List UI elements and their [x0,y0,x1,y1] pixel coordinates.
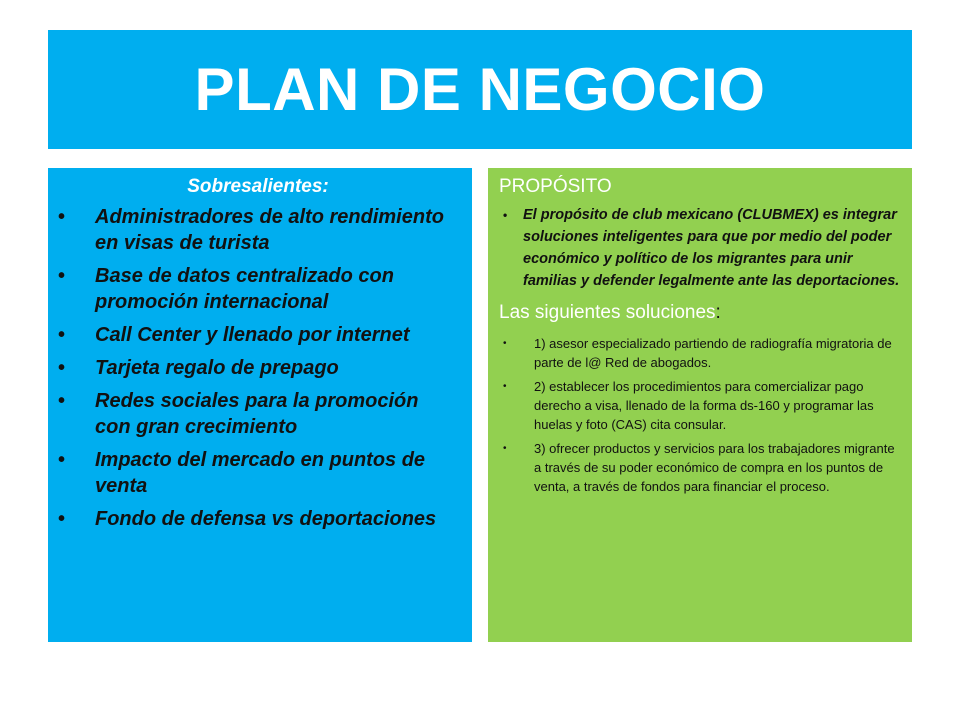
bullet-icon: • [503,338,507,349]
list-item: • Tarjeta regalo de prepago [58,357,339,379]
solutions-heading: Las siguientes soluciones: [499,302,721,323]
page-title: PLAN DE NEGOCIO [194,56,766,123]
bullet-icon: • [58,324,66,346]
bullet-icon: • [58,206,66,228]
list-item: • Redes sociales para la promoción con gran crecimiento [58,390,419,438]
title-bar [48,30,912,149]
bullet-icon: • [58,449,66,471]
list-item: • Base de datos centralizado con promoción internacional [58,265,394,313]
highlights-heading: Sobresalientes: [187,176,329,197]
purpose-heading: PROPÓSITO [499,176,612,197]
list-item: • Fondo de defensa vs deportaciones [58,508,437,530]
highlights-list [58,204,458,532]
list-item: • 2) establecer los procedimientos para comercializar pago derecho a visa, llenado de la forma ds-160 y programar las huelas y foto (CAS) cita consular. [503,379,874,432]
list-item: • Call Center y llenado por internet [58,324,410,346]
bullet-icon: • [503,381,507,392]
purpose-statement: • El propósito de club mexicano (CLUBMEX) es integrar soluciones inteligentes para que por medio del poder económico y político de los migrantes para unir familias y defender legalmente ante las deportaciones. [499,204,900,292]
list-item: • Impacto del mercado en puntos de venta [58,449,426,497]
list-item: • 3) ofrecer productos y servicios para los trabajadores migrante a través de su poder económico de compra en los puntos de venta, a través de fondos para financiar el proceso. [503,441,895,494]
list-item: • Administradores de alto rendimiento en visas de turista [58,206,444,254]
bullet-icon: • [503,443,507,454]
bullet-icon: • [58,508,66,530]
bullet-icon: • [58,357,66,379]
solutions-list [499,334,900,496]
bullet-icon: • [58,265,66,287]
purpose-panel [488,168,912,642]
bullet-icon: • [503,208,508,222]
highlights-panel [48,168,472,642]
list-item: • 1) asesor especializado partiendo de radiografía migratoria de parte de l@ Red de abogados. [503,336,892,370]
bullet-icon: • [58,390,66,412]
